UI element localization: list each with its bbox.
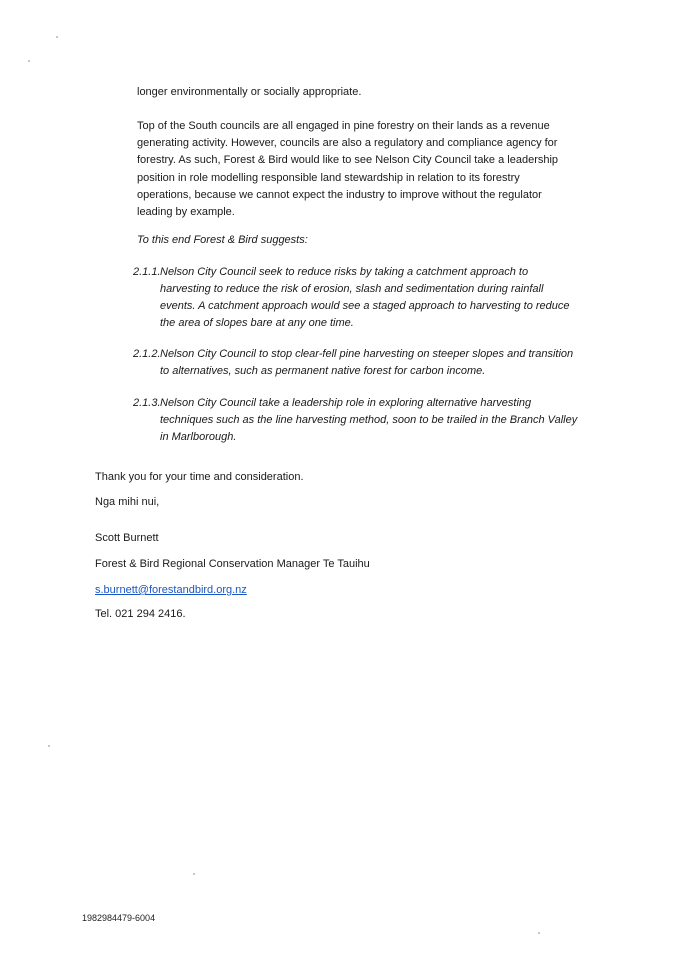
suggests-intro: To this end Forest & Bird suggests:	[137, 234, 308, 246]
phone-number: Tel. 021 294 2416.	[95, 608, 186, 620]
scan-speck	[56, 36, 58, 38]
document-id: 1982984479-6004	[82, 913, 156, 923]
suggestion-text: Nelson City Council seek to reduce risks by taking a catchment approach to harvesting to reduce the risk of erosion, slash and sedimentation during rainfall events. A catchment approach would see a staged approach to harvesting to reduce the area of slopes bare at any one time.	[160, 266, 570, 329]
continuation-line: longer environmentally or socially appropriate.	[137, 86, 362, 98]
suggestion-item	[133, 264, 578, 332]
closing-salutation: Nga mihi nui,	[95, 496, 160, 508]
suggestion-text: Nelson City Council take a leadership role in exploring alternative harvesting techniques such as the line harvesting method, soon to be trailed in the Branch Valley in Marlborough.	[160, 397, 578, 443]
signatory-title: Forest & Bird Regional Conservation Manager Te Tauihu	[95, 558, 370, 570]
suggestion-text: Nelson City Council to stop clear-fell pine harvesting on steeper slopes and transition to alternatives, such as permanent native forest for carbon income.	[160, 348, 574, 377]
email-link[interactable]: s.burnett@forestandbird.org.nz	[95, 584, 247, 596]
suggestion-number: 2.1.2.	[133, 348, 161, 360]
scan-speck	[28, 60, 30, 62]
suggestion-item	[133, 346, 578, 380]
suggestion-number: 2.1.3.	[133, 397, 161, 409]
suggestion-item	[133, 395, 578, 446]
closing-thanks: Thank you for your time and consideration.	[95, 471, 304, 483]
signatory-name: Scott Burnett	[95, 532, 159, 544]
body-paragraph: Top of the South councils are all engaged in pine forestry on their lands as a revenue generating activity. However, councils are also a regulatory and compliance agency for forestry. As such, Forest & Bird would like to see Nelson City Council take a leadership position in role modelling responsible land stewardship in relation to its forestry operations, because we cannot expect the industry to improve without the regulator leading by example.	[137, 120, 559, 219]
scan-speck	[48, 745, 50, 747]
suggestion-number: 2.1.1.	[133, 266, 161, 278]
scan-speck	[538, 932, 540, 934]
scan-speck	[193, 873, 195, 875]
